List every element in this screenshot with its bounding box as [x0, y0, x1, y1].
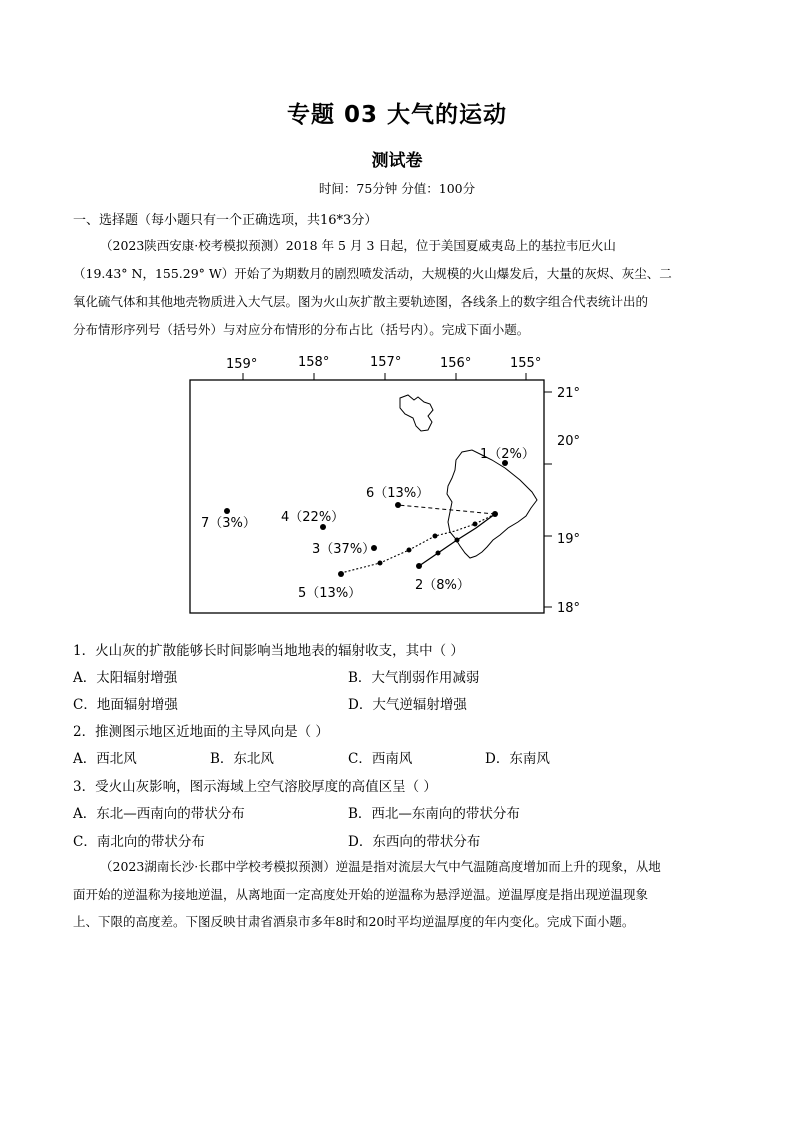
question-3-option-d[interactable]: D．东西向的带状分布 — [348, 834, 481, 850]
path-dot — [407, 548, 412, 553]
lon-label: 158° — [298, 355, 330, 370]
point-2 — [416, 563, 422, 569]
point-label-5: 5（13%） — [298, 586, 362, 601]
path-dot — [433, 534, 438, 539]
lat-ticks — [544, 392, 552, 607]
question-1-stem: 1．火山灰的扩散能够长时间影响当地地表的辐射收支，其中（ ） — [73, 643, 464, 659]
point-6 — [395, 502, 401, 508]
point-label-7: 7（3%） — [201, 516, 256, 531]
path-dot — [455, 538, 460, 543]
point-5 — [338, 571, 344, 577]
passage2-line: 上、下限的高度差。下图反映甘肃省酒泉市多年8时和20时平均逆温厚度的年内变化。完成下面小题。 — [73, 914, 635, 929]
question-2-option-c[interactable]: C．西南风 — [348, 751, 413, 767]
passage2-line: 面开始的逆温称为接地逆温，从离地面一定高度处开始的逆温称为悬浮逆温。逆温厚度是指出现逆温现象 — [73, 887, 649, 902]
section-heading: 一、选择题（每小题只有一个正确选项，共16*3分） — [73, 213, 378, 228]
question-3-option-c[interactable]: C．南北向的带状分布 — [73, 834, 205, 850]
island-maui-outline — [400, 395, 433, 431]
lon-ticks — [243, 373, 526, 380]
lon-label: 159° — [226, 357, 258, 372]
island-hawaii-outline — [447, 450, 537, 558]
point-source — [492, 511, 498, 517]
question-2-stem: 2．推测图示地区近地面的主导风向是（ ） — [73, 724, 329, 740]
question-2-option-d[interactable]: D．东南风 — [485, 751, 550, 767]
page-title: 专题 03 大气的运动 — [286, 102, 508, 128]
exam-meta: 时间：75分钟 分值：100分 — [318, 181, 476, 196]
path-dot — [473, 522, 478, 527]
passage2-line: （2023湖南长沙·长郡中学校考模拟预测）逆温是指对流层大气中气温随高度增加而上升的现象，从地 — [100, 859, 661, 874]
lon-label: 157° — [370, 355, 402, 370]
question-1-option-b[interactable]: B．大气削弱作用减弱 — [348, 670, 480, 686]
point-label-4: 4（22%） — [281, 510, 345, 525]
path-dot — [378, 561, 383, 566]
lon-label: 155° — [510, 356, 542, 371]
point-7 — [224, 508, 230, 514]
lat-label: 19° — [557, 532, 581, 547]
passage1-line: （2023陕西安康·校考模拟预测）2018 年 5 月 3 日起，位于美国夏威夷岛上的基拉韦厄火山 — [100, 238, 616, 253]
question-1-option-c[interactable]: C．地面辐射增强 — [73, 697, 178, 713]
point-label-6: 6（13%） — [366, 486, 430, 501]
question-1-option-a[interactable]: A．太阳辐射增强 — [73, 670, 178, 686]
question-1-option-d[interactable]: D．大气逆辐射增强 — [348, 697, 467, 713]
lat-label: 21° — [557, 386, 581, 401]
question-3-option-a[interactable]: A．东北—西南向的带状分布 — [73, 806, 245, 822]
question-2-option-b[interactable]: B．东北风 — [210, 751, 274, 767]
page-subtitle: 测试卷 — [371, 151, 423, 171]
question-2-option-a[interactable]: A．西北风 — [73, 751, 137, 767]
path-dot — [436, 551, 441, 556]
question-3-option-b[interactable]: B．西北—东南向的带状分布 — [348, 806, 520, 822]
lon-label: 156° — [440, 356, 472, 371]
trajectory-6 — [398, 505, 495, 514]
passage1-line: （19.43° N，155.29° W）开始了为期数月的剧烈喷发活动，大规模的火山爆发后，大量的灰烬、灰尘、二 — [73, 266, 672, 281]
question-3-stem: 3．受火山灰影响，图示海域上空气溶胶厚度的高值区呈（ ） — [73, 779, 437, 795]
point-label-2: 2（8%） — [415, 578, 470, 593]
lat-label: 20° — [557, 434, 581, 449]
point-label-1: 1（2%） — [480, 447, 535, 462]
point-label-3: 3（37%） — [312, 542, 376, 557]
passage1-line: 氧化硫气体和其他地壳物质进入大气层。图为火山灰扩散主要轨迹图，各线条上的数字组合代表统计出的 — [73, 294, 649, 309]
lat-label: 18° — [557, 601, 581, 616]
passage1-line: 分布情形序列号（括号外）与对应分布情形的分布占比（括号内）。完成下面小题。 — [73, 322, 530, 337]
